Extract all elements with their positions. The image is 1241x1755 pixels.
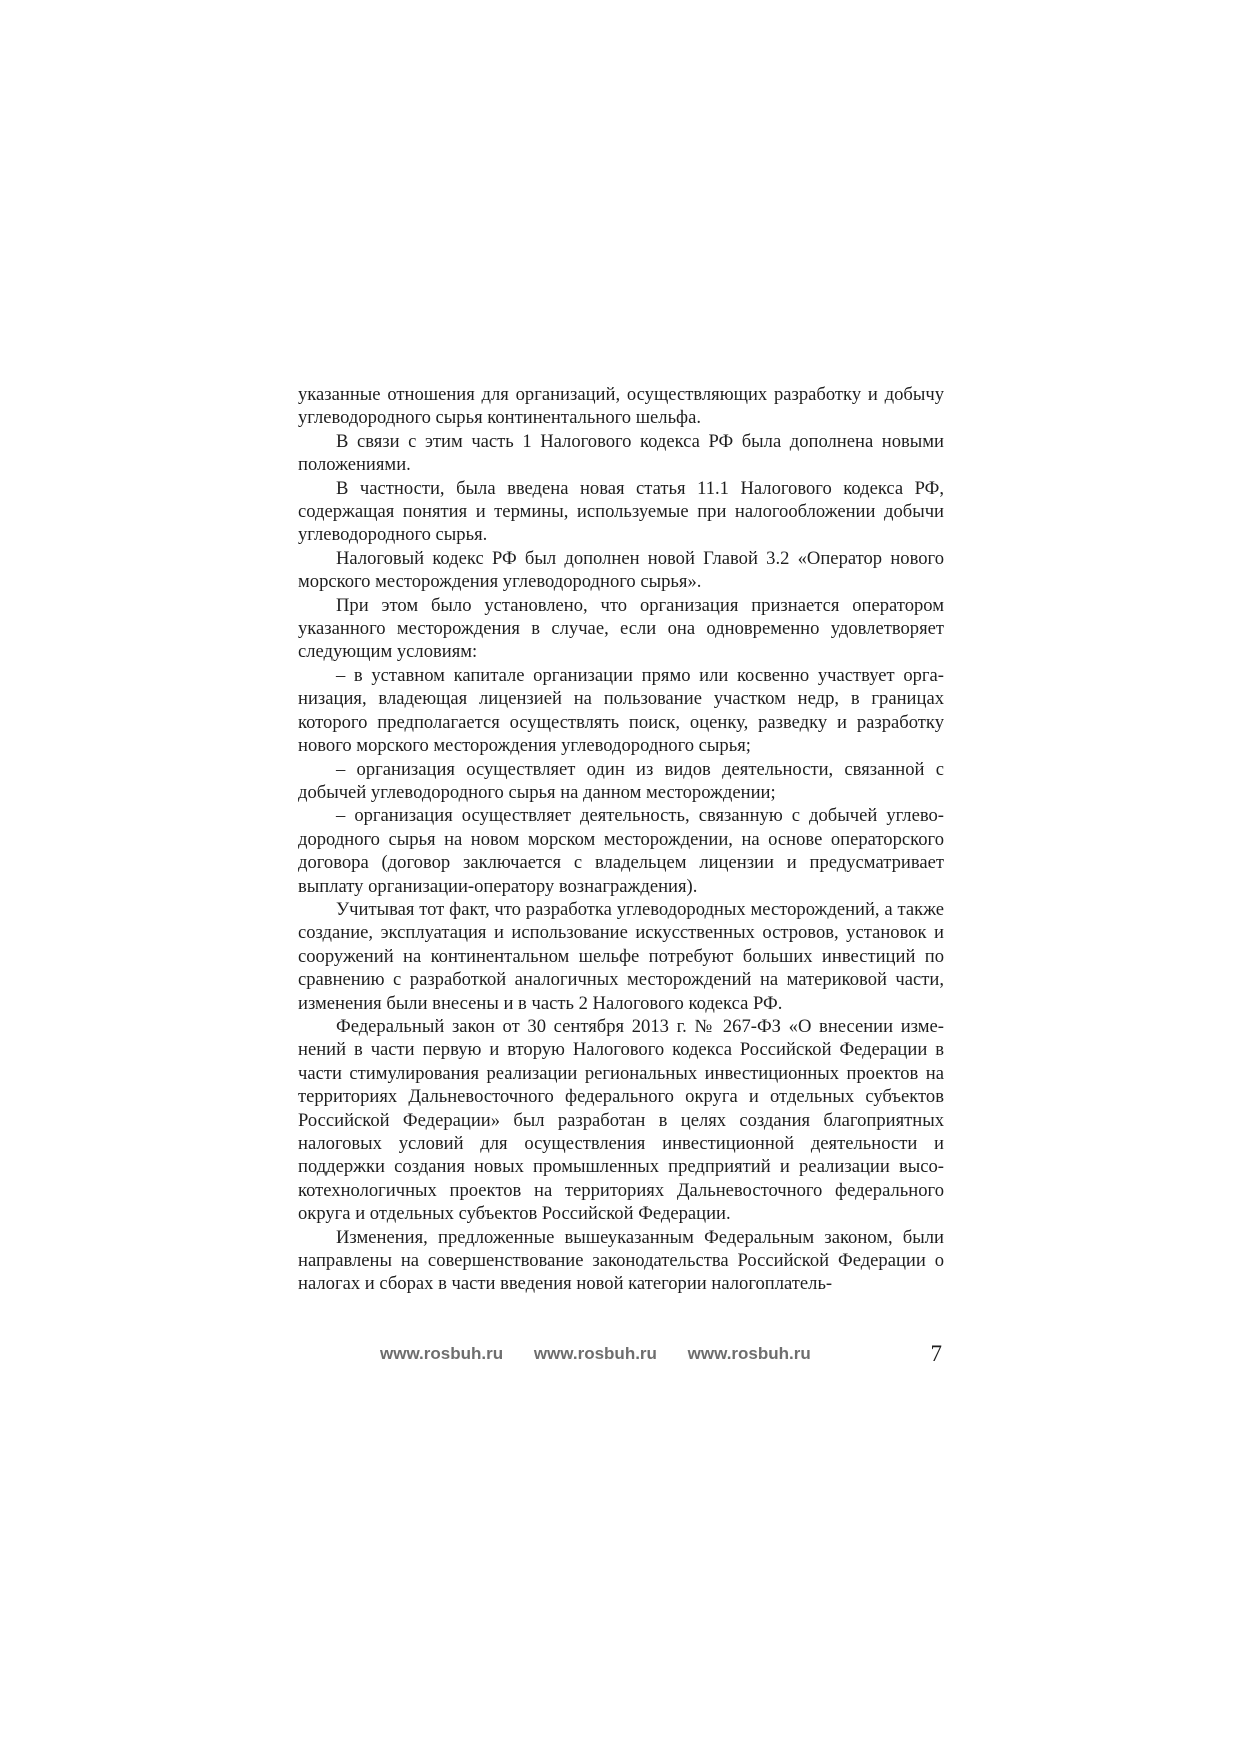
paragraph: В связи с этим часть 1 Налогового кодекса РФ была дополнена новыми положениями.: [298, 430, 944, 476]
list-item: – в уставном капитале организации прямо или косвенно участвует организация, владеющая лицензией на пользование участком недр, в границах которого предполагается осуществлять поиск, оценку, разведку и разработку нового морского месторождения углеводородного сырья;: [298, 664, 944, 757]
footer-links: [380, 1344, 811, 1364]
paragraph: Налоговый кодекс РФ был дополнен новой Главой 3.2 «Оператор нового морского месторождения углеводородного сырья».: [298, 547, 944, 593]
paragraph: Федеральный закон от 30 сентября 2013 г. № 267-ФЗ «О внесении изменений в части первую и вторую Налогового кодекса Российской Федерации в части стимулирования реализации региональных инвестиционных проектов на территориях Дальневосточного федерального округа и отдельных субъектов Российской Федерации» был разработан в целях создания благоприятных налоговых условий для осуществления инвестиционной деятельности и поддержки создания новых промышленных предприятий и реализации высокотехнологичных проектов на территориях Дальневосточного федерального округа и отдельных субъектов Российской Федерации.: [298, 1015, 944, 1225]
paragraph: Изменения, предложенные вышеуказанным Федеральным законом, были направлены на совершенствование законодательства Российской Федерации о налогах и сборах в части введения новой категории налогоплатель-: [298, 1226, 944, 1295]
footer-link[interactable]: www.rosbuh.ru: [533, 1344, 657, 1363]
paragraph: Учитывая тот факт, что разработка углеводородных месторождений, а также создание, эксплуатация и использование искусственных островов, установок и сооружений на континентальном шельфе потребуют больших инвестиций по сравнению с разработкой аналогичных месторождений на материковой части, изменения были внесены и в часть 2 Налогового кодекса РФ.: [298, 898, 944, 1014]
body-text: [298, 383, 944, 1296]
paragraph: При этом было установлено, что организация признается оператором указанного месторождения в случае, если она одновременно удовлетворяет следующим условиям:: [298, 594, 944, 663]
paragraph: указанные отношения для организаций, осуществляющих разработку и добычу углеводородного сырья континентального шельфа.: [298, 384, 944, 429]
footer-link[interactable]: www.rosbuh.ru: [687, 1344, 811, 1363]
page-footer: [298, 1341, 944, 1374]
footer-link[interactable]: www.rosbuh.ru: [380, 1344, 504, 1363]
list-item: – организация осуществляет деятельность, связанную с добычей углеводородного сырья на новом морском месторождении, на основе операторского договора (договор заключается с владельцем лицензии и предусматривает выплату организации-оператору вознаграждения).: [298, 805, 944, 897]
page-number: 7: [930, 1341, 942, 1366]
list-item: – организация осуществляет один из видов деятельности, связанной с добычей углеводородного сырья на данном месторождении;: [298, 758, 944, 803]
paragraph: В частности, была введена новая статья 11.1 Налогового кодекса РФ, содержащая понятия и термины, используемые при налогообложении добычи углеводородного сырья.: [298, 477, 944, 546]
